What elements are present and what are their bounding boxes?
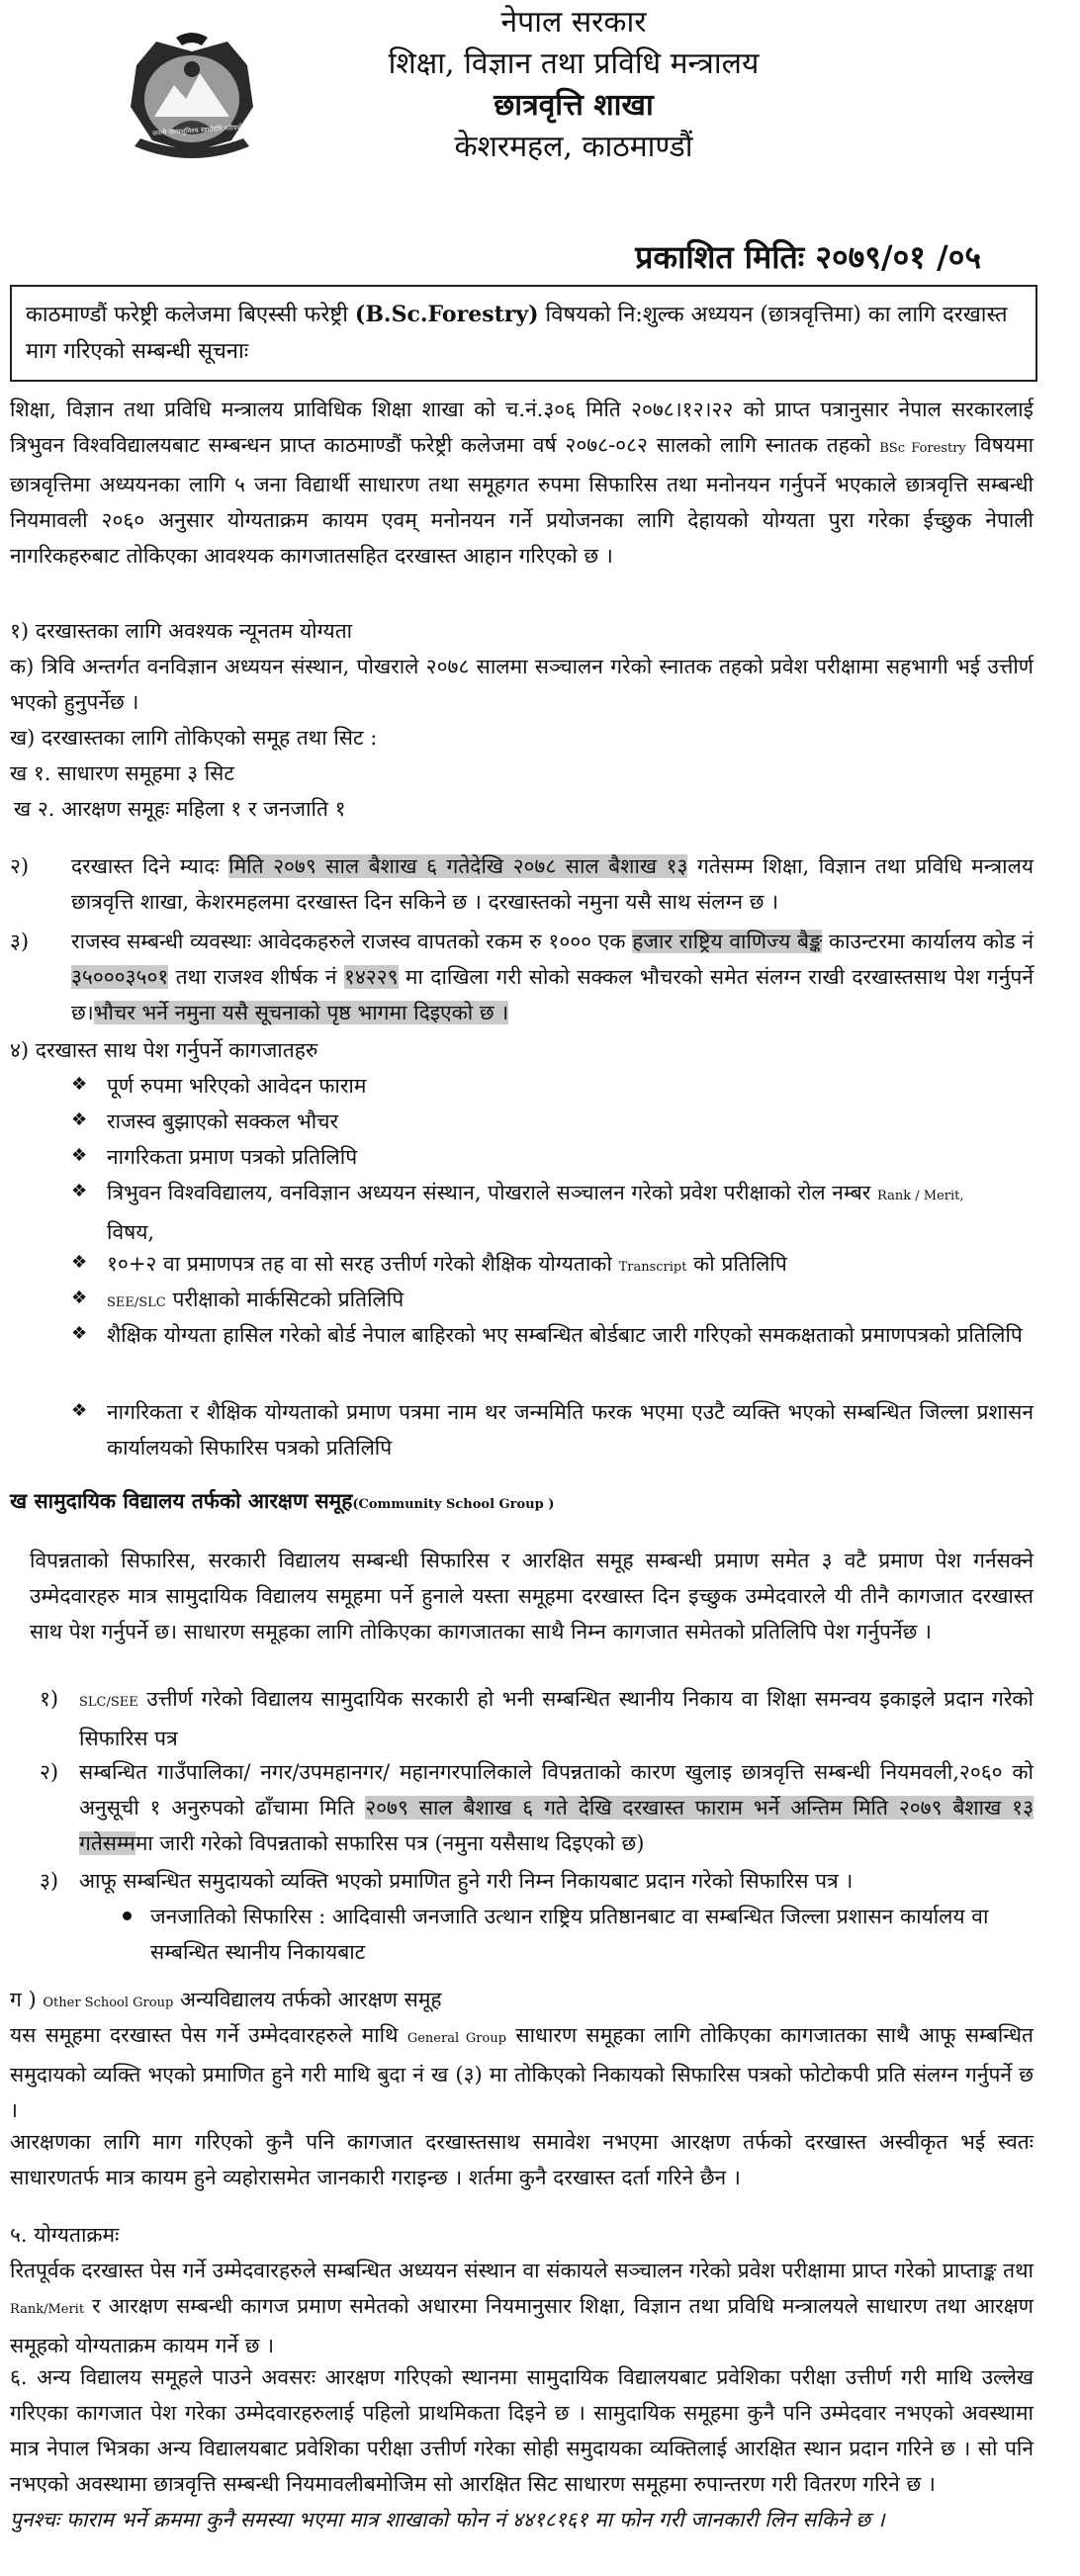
header-address: केशरमहल, काठमाण्डौं xyxy=(454,130,693,164)
diamond-bullet-icon: ❖ xyxy=(71,1252,88,1273)
other-group-paragraph2: आरक्षणका लागि माग गरिएको कुनै पनि कागजात दरखास्तसाथ समावेश नभएमा आरक्षण तर्फको दरखास्त अस्वीकृत भई स्वतः साधारणतर्फ मात्र कायम हुने व्यहोरासमेत जानकारी गराइन्छ । शर्तमा कुनै दरखास्त दर्ता गरिने छैन । xyxy=(10,2130,1034,2189)
footer-note: पुनश्चः फाराम भर्ने क्रममा कुनै समस्या भएमा मात्र शाखाको फोन नं ४४१८१६१ मा फोन गरी जानकारी लिन सकिने छ । xyxy=(10,2508,885,2532)
published-date: प्रकाशित मितिः २०७९/०१ /०५ xyxy=(635,238,981,276)
emblem-ribbon-text: जननी जन्मभूमिश्च स्वर्गादपि गरीयसी xyxy=(151,123,244,138)
diamond-bullet-icon: ❖ xyxy=(71,1288,88,1308)
community-item2-number: २) xyxy=(40,1760,59,1784)
diamond-bullet-icon: ❖ xyxy=(71,1400,88,1421)
diamond-bullet-icon: ❖ xyxy=(71,1074,88,1095)
other-group-paragraph1: यस समूहमा दरखास्त पेस गर्ने उम्मेदवारहरुले माथि General Group साधारण समूहका लागि तोकिएका कागजातका साथै आफू सम्बन्धित समुदायको व्यक्ति भएको प्रमाणित हुने गरी माथि बुदा नं ख (३) मा तोकिएको निकायको सिफारिस पत्रको फोटोकपी प्रति संलग्न गर्नुपर्ने छ । xyxy=(10,2023,1034,2122)
doc-item-rollnumber: त्रिभुवन विश्वविद्यालय, वनविज्ञान अध्ययन संस्थान, पोखराले सञ्चालन गरेको प्रवेश परीक्षाको रोल नम्बर Rank / Merit, विषय, xyxy=(107,1181,964,1244)
doc-item-transcript: १०+२ वा प्रमाणपत्र तह वा सो सरह उत्तीर्ण गरेको शैक्षिक योग्यताको Transcript को प्रतिलिपि xyxy=(107,1252,787,1276)
community-item3: आफू सम्बन्धित समुदायको व्यक्ति भएको प्रमाणित हुने गरी निम्न निकायबाट प्रदान गरेको सिफारिस पत्र । xyxy=(79,1869,854,1893)
header-section: छात्रवृत्ति शाखा xyxy=(494,88,654,123)
other-group-heading: ग ) Other School Group अन्यविद्यालय तर्फको आरक्षण समूह xyxy=(10,1988,442,2011)
community-group-heading: ख सामुदायिक विद्यालय तर्फको आरक्षण समूह(Community School Group ) xyxy=(10,1488,555,1513)
notice-title-box xyxy=(10,285,1037,382)
diamond-bullet-icon: ❖ xyxy=(71,1323,88,1344)
community-group-paragraph: विपन्नताको सिफारिस, सरकारी विद्यालय सम्बन्धी सिफारिस र आरक्षित समूह सम्बन्धी प्रमाण समेत ३ वटै प्रमाण पेश गर्नसक्ने उम्मेदवारहरु मात्र सामुदायिक विद्यालय समूहमा पर्ने हुनाले यस्ता समूहमा दरखास्त दिन इच्छुक उम्मेदवारले यी तीनै कागजात दरखास्त साथ पेश गर्नुपर्ने छ। साधारण समूहका लागि तोकिएका कागजातका साथै निम्न कागजात समेतको प्रतिलिपि पेश गर्नुपर्नेछ । xyxy=(30,1549,1034,1643)
section1-kha1: ख १. साधारण समूहमा ३ सिट xyxy=(10,761,234,785)
header-ministry: शिक्षा, विज्ञान तथा प्रविधि मन्त्रालय xyxy=(388,46,760,81)
nepal-emblem-icon xyxy=(117,30,267,166)
doc-item-name-mismatch: नागरिकता र शैक्षिक योग्यताको प्रमाण पत्रमा नाम थर जन्ममिति फरक भएमा एउटै व्यक्ति भएको सम्बन्धित जिल्ला प्रशासन कार्यालयको सिफारिस पत्रको प्रतिलिपि xyxy=(107,1400,1034,1460)
doc-item-equivalence: शैक्षिक योग्यता हासिल गरेको बोर्ड नेपाल बाहिरको भए सम्बन्धित बोर्डबाट जारी गरिएको समकक्षताको प्रमाणपत्रको प्रतिलिपि xyxy=(107,1323,1023,1347)
section2-text: दरखास्त दिने म्यादः मिति २०७९ साल बैशाख ६ गतेदेखि २०७८ साल बैशाख १३ गतेसम्म शिक्षा, विज्ञान तथा प्रविधि मन्त्रालय छात्रवृत्ति शाखा, केशरमहलमा दरखास्त दिन सकिने छ । दरखास्तको नमुना यसै साथ संलग्न छ । xyxy=(71,854,1034,914)
section5-heading: ५. योग्यताक्रमः xyxy=(10,2223,120,2247)
section5-paragraph: रितपूर्वक दरखास्त पेस गर्ने उम्मेदवारहरुले सम्बन्धित अध्ययन संस्थान वा संकायले सञ्चालन गरेको प्रवेश परीक्षामा प्राप्त गरेको प्राप्ताङ्क तथा Rank/Merit र आरक्षण सम्बन्धी कागज प्रमाण समेतको अधारमा नियमानुसार शिक्षा, विज्ञान तथा प्रविधि मन्त्रालयले साधारण तथा आरक्षण समूहको योग्यताक्रम कायम गर्ने छ । xyxy=(10,2259,1034,2357)
doc-item-marksheet: SEE/SLC परीक्षाको मार्कसिटको प्रतिलिपि xyxy=(107,1288,405,1311)
section3-text: राजस्व सम्बन्धी व्यवस्थाः आवेदकहरुले राजस्व वापतको रकम रु १००० एक हजार राष्ट्रिय वाणिज्य बैङ्क काउन्टरमा कार्यालय कोड नं ३५०००३५०१ तथा राजश्व शीर्षक नं १४२२९ मा दाखिला गरी सोको सक्कल भौचरको समेत संलग्न राखी दरखास्तसाथ पेश गर्नुपर्ने छ।भौचर भर्ने नमुना यसै सूचनाको पृष्ठ भागमा दिइएको छ । xyxy=(71,930,1034,1024)
community-item2: सम्बन्धित गाउँपालिका/ नगर/उपमहानगर/ महानगरपालिकाले विपन्नताको कारण खुलाइ छात्रवृत्ति सम्बन्धी नियमवली,२०६० को अनुसूची १ अनुरुपको ढाँचामा मिति २०७९ साल बैशाख ६ गते देखि दरखास्त फाराम भर्ने अन्तिम मिति २०७९ बैशाख १३ गतेसम्ममा जारी गरेको विपन्नताको सफारिस पत्र (नमुना यसैसाथ दिइएको छ) xyxy=(79,1760,1035,1855)
section1-ka: क) त्रिवि अन्तर्गत वनविज्ञान अध्ययन संस्थान, पोखराले २०७८ सालमा सञ्चालन गरेको स्नातक तहको प्रवेश परीक्षामा सहभागी भई उत्तीर्ण भएको हुनुपर्नेछ । xyxy=(10,655,1034,714)
section3-number: ३) xyxy=(10,930,30,953)
doc-item-voucher: राजस्व बुझाएको सक्कल भौचर xyxy=(107,1110,339,1133)
doc-item-citizenship: नागरिकता प्रमाण पत्रको प्रतिलिपि xyxy=(107,1145,358,1169)
community-item1-number: १) xyxy=(40,1687,59,1711)
notice-title: काठमाण्डौं फरेष्ट्री कलेजमा बिएस्सी फरेष्ट्री (B.Sc.Forestry) विषयको नि:शुल्क अध्ययन (छात्रवृत्तिमा) का लागि दरखास्त माग गरिएको सम्बन्धी सूचनाः xyxy=(26,302,1008,364)
section1-heading: १) दरखास्तका लागि अवश्यक न्यूनतम योग्यता xyxy=(10,619,353,643)
diamond-bullet-icon: ❖ xyxy=(71,1110,88,1130)
diamond-bullet-icon: ❖ xyxy=(71,1181,88,1201)
section4-heading: ४) दरखास्त साथ पेश गर्नुपर्ने कागजातहरु xyxy=(10,1038,318,1062)
doc-item-application: पूर्ण रुपमा भरिएको आवेदन फाराम xyxy=(107,1074,367,1098)
section6-paragraph: ६. अन्य विद्यालय समूहले पाउने अवसरः आरक्षण गरिएको स्थानमा सामुदायिक विद्यालयबाट प्रवेशिका परीक्षा उत्तीर्ण गरी माथि उल्लेख गरिएका कागजात पेश गरेका उम्मेदवारहरुलाई पहिलो प्राथमिकता दिइने छ । सामुदायिक समूहमा कुनै पनि उम्मेदवार नभएको अवस्थामा मात्र नेपाल भित्रका अन्य विद्यालयबाट प्रवेशिका परीक्षा उत्तीर्ण गरेका सोही समुदायका व्यक्तिलाई आरक्षित स्थान प्रदान गरिने छ । सो पनि नभएको अवस्थामा छात्रवृत्ति सम्बन्धी नियमावलीबमोजिम सो आरक्षित सिट साधारण समूहमा रुपान्तरण गरी वितरण गरिने छ । xyxy=(10,2365,1034,2496)
community-item1: SLC/SEE उत्तीर्ण गरेको विद्यालय सामुदायिक सरकारी हो भनी सम्बन्धित स्थानीय निकाय वा शिक्षा समन्वय इकाइले प्रदान गरेको सिफारिस पत्र xyxy=(79,1687,1034,1750)
section2-number: २) xyxy=(10,854,30,878)
intro-paragraph: शिक्षा, विज्ञान तथा प्रविधि मन्त्रालय प्राविधिक शिक्षा शाखा को च.नं.३०६ मिति २०७८।१२।२२ को प्राप्त पत्रानुसार नेपाल सरकारलाई त्रिभुवन विश्वविद्यालयबाट सम्बन्धन प्राप्त काठमाण्डौं फरेष्ट्री कलेजमा वर्ष २०७८-०८२ सालको लागि स्नातक तहको BSc Forestry विषयमा छात्रवृत्तिमा अध्ययनका लागि ५ जना विद्यार्थी साधारण तथा समूहगत रुपमा सिफारिस तथा मनोनयन गर्नुपर्ने भएकाले छात्रवृत्ति सम्बन्धी नियमावली २०६० अनुसार योग्यताक्रम कायम एवम् मनोनयन गर्ने प्रयोजनका लागि देहायको योग्यता पुरा गरेका ईच्छुक नेपाली नागरिकहरुबाट तोकिएका आवश्यक कागजातसहित दरखास्त आहान गरिएको छ । xyxy=(10,398,1035,568)
header-government: नेपाल सरकार xyxy=(500,5,647,40)
diamond-bullet-icon: ❖ xyxy=(71,1145,88,1166)
section1-kha: ख) दरखास्तका लागि तोकिएको समूह तथा सिट : xyxy=(10,726,378,750)
section1-kha2: ख २. आरक्षण समूहः महिला १ र जनजाति १ xyxy=(14,797,346,821)
community-item3-bullet: जनजातिको सिफारिस : आदिवासी जनजाति उत्थान राष्ट्रिय प्रतिष्ठानबाट वा सम्बन्धित जिल्ला प्रशासन कार्यालय वा सम्बन्धित स्थानीय निकायबाट xyxy=(150,1905,989,1964)
community-item3-number: ३) xyxy=(40,1869,59,1893)
bullet-dot-icon xyxy=(123,1911,132,1920)
